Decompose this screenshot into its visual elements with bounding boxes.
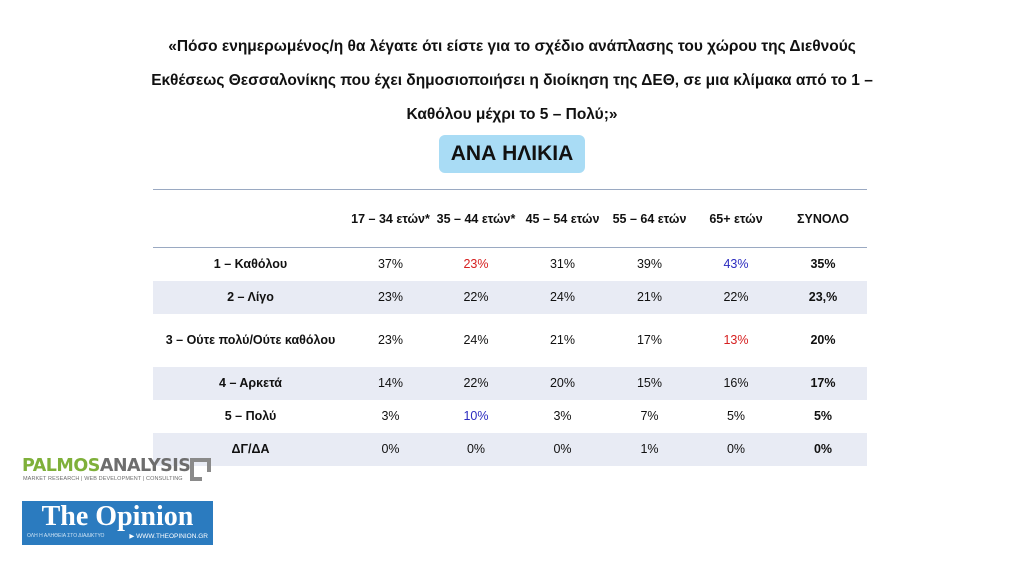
table-cell: 3% — [553, 409, 572, 423]
header-total: ΣΥΝΟΛΟ — [779, 190, 867, 248]
palmos-analysis-logo — [22, 456, 214, 490]
table-cell: 13% — [723, 333, 749, 347]
the-opinion-logo — [22, 501, 213, 545]
logo-word-palmos: PALMOS — [22, 456, 100, 476]
results-table-container — [153, 189, 867, 466]
table-cell: 17% — [636, 333, 663, 347]
table-cell: 7% — [640, 409, 659, 423]
question-line-3: Καθόλου μέχρι το 5 – Πολύ;» — [406, 106, 618, 123]
palmos-tagline: MARKET RESEARCH | WEB DEVELOPMENT | CONSULTING — [23, 476, 183, 482]
table-cell: 3% — [381, 409, 400, 423]
table-cell: 5% — [726, 409, 746, 423]
question-line-2: Εκθέσεως Θεσσαλονίκης που έχει δημοσιοποιήσει η διοίκηση της ΔΕΘ, σε μια κλίμακα από το 1 – — [151, 72, 873, 89]
total-cell: 17% — [779, 367, 867, 400]
table-cell: 22% — [433, 281, 519, 314]
table-cell: 23% — [348, 281, 433, 314]
table-cell: 43% — [723, 257, 749, 272]
total-cell: 0% — [779, 433, 867, 466]
table-cell: 23% — [463, 257, 489, 272]
table-row — [153, 367, 867, 400]
table-cell: 1% — [606, 433, 693, 466]
table-row — [153, 314, 867, 367]
table-cell: 31% — [549, 257, 576, 272]
header-empty — [153, 190, 348, 248]
total-cell: 23,% — [779, 281, 867, 314]
header-17-34: 17 – 34 ετών* — [348, 190, 433, 248]
total-cell: 35% — [810, 257, 836, 272]
table-cell: 0% — [519, 433, 606, 466]
table-cell: 37% — [377, 257, 404, 272]
table-row — [153, 400, 867, 433]
row-label: 1 – Καθόλου — [213, 257, 288, 272]
age-breakdown-badge: ΑΝΑ ΗΛΙΚΙΑ — [439, 135, 585, 173]
header-45-54: 45 – 54 ετών — [519, 190, 606, 248]
table-cell: 21% — [606, 281, 693, 314]
table-cell: 10% — [463, 409, 489, 423]
table-row — [153, 433, 867, 466]
survey-question — [90, 30, 934, 132]
question-line-1: «Πόσο ενημερωμένος/η θα λέγατε ότι είστε για το σχέδιο ανάπλασης του χώρου της Διεθνούς — [168, 38, 856, 55]
table-row — [153, 248, 867, 281]
palmos-square-icon — [190, 458, 211, 481]
table-cell: 20% — [519, 367, 606, 400]
row-label: ΔΓ/ΔΑ — [153, 433, 348, 466]
table-cell: 15% — [606, 367, 693, 400]
table-cell: 16% — [693, 367, 779, 400]
table-cell: 22% — [433, 367, 519, 400]
logo-word-analysis: ANALYSIS — [99, 456, 191, 476]
row-label: 3 – Ούτε πολύ/Ούτε καθόλου — [165, 333, 336, 347]
table-header-row — [153, 190, 867, 248]
the-opinion-wordmark: The Opinion — [41, 501, 194, 532]
the-opinion-url: ▶ WWW.THEOPINION.GR — [129, 533, 208, 540]
table-cell: 22% — [693, 281, 779, 314]
header-65-plus: 65+ ετών — [693, 190, 779, 248]
row-label: 5 – Πολύ — [224, 409, 277, 423]
total-cell: 5% — [813, 409, 833, 423]
header-55-64: 55 – 64 ετών — [606, 190, 693, 248]
table-cell: 0% — [693, 433, 779, 466]
table-cell: 24% — [463, 333, 489, 347]
total-cell: 20% — [810, 333, 836, 347]
table-cell: 21% — [549, 333, 576, 347]
table-row — [153, 281, 867, 314]
table-cell: 0% — [348, 433, 433, 466]
table-cell: 39% — [636, 257, 663, 272]
table-cell: 23% — [377, 333, 404, 347]
table-cell: 0% — [433, 433, 519, 466]
table-cell: 24% — [519, 281, 606, 314]
row-label: 2 – Λίγο — [153, 281, 348, 314]
header-35-44: 35 – 44 ετών* — [433, 190, 519, 248]
results-table — [153, 190, 867, 466]
the-opinion-tagline: ΟΛΗ Η ΑΛΗΘΕΙΑ ΣΤΟ ΔΙΑΔΙΚΤΥΟ — [27, 533, 105, 539]
table-cell: 14% — [348, 367, 433, 400]
row-label: 4 – Αρκετά — [153, 367, 348, 400]
